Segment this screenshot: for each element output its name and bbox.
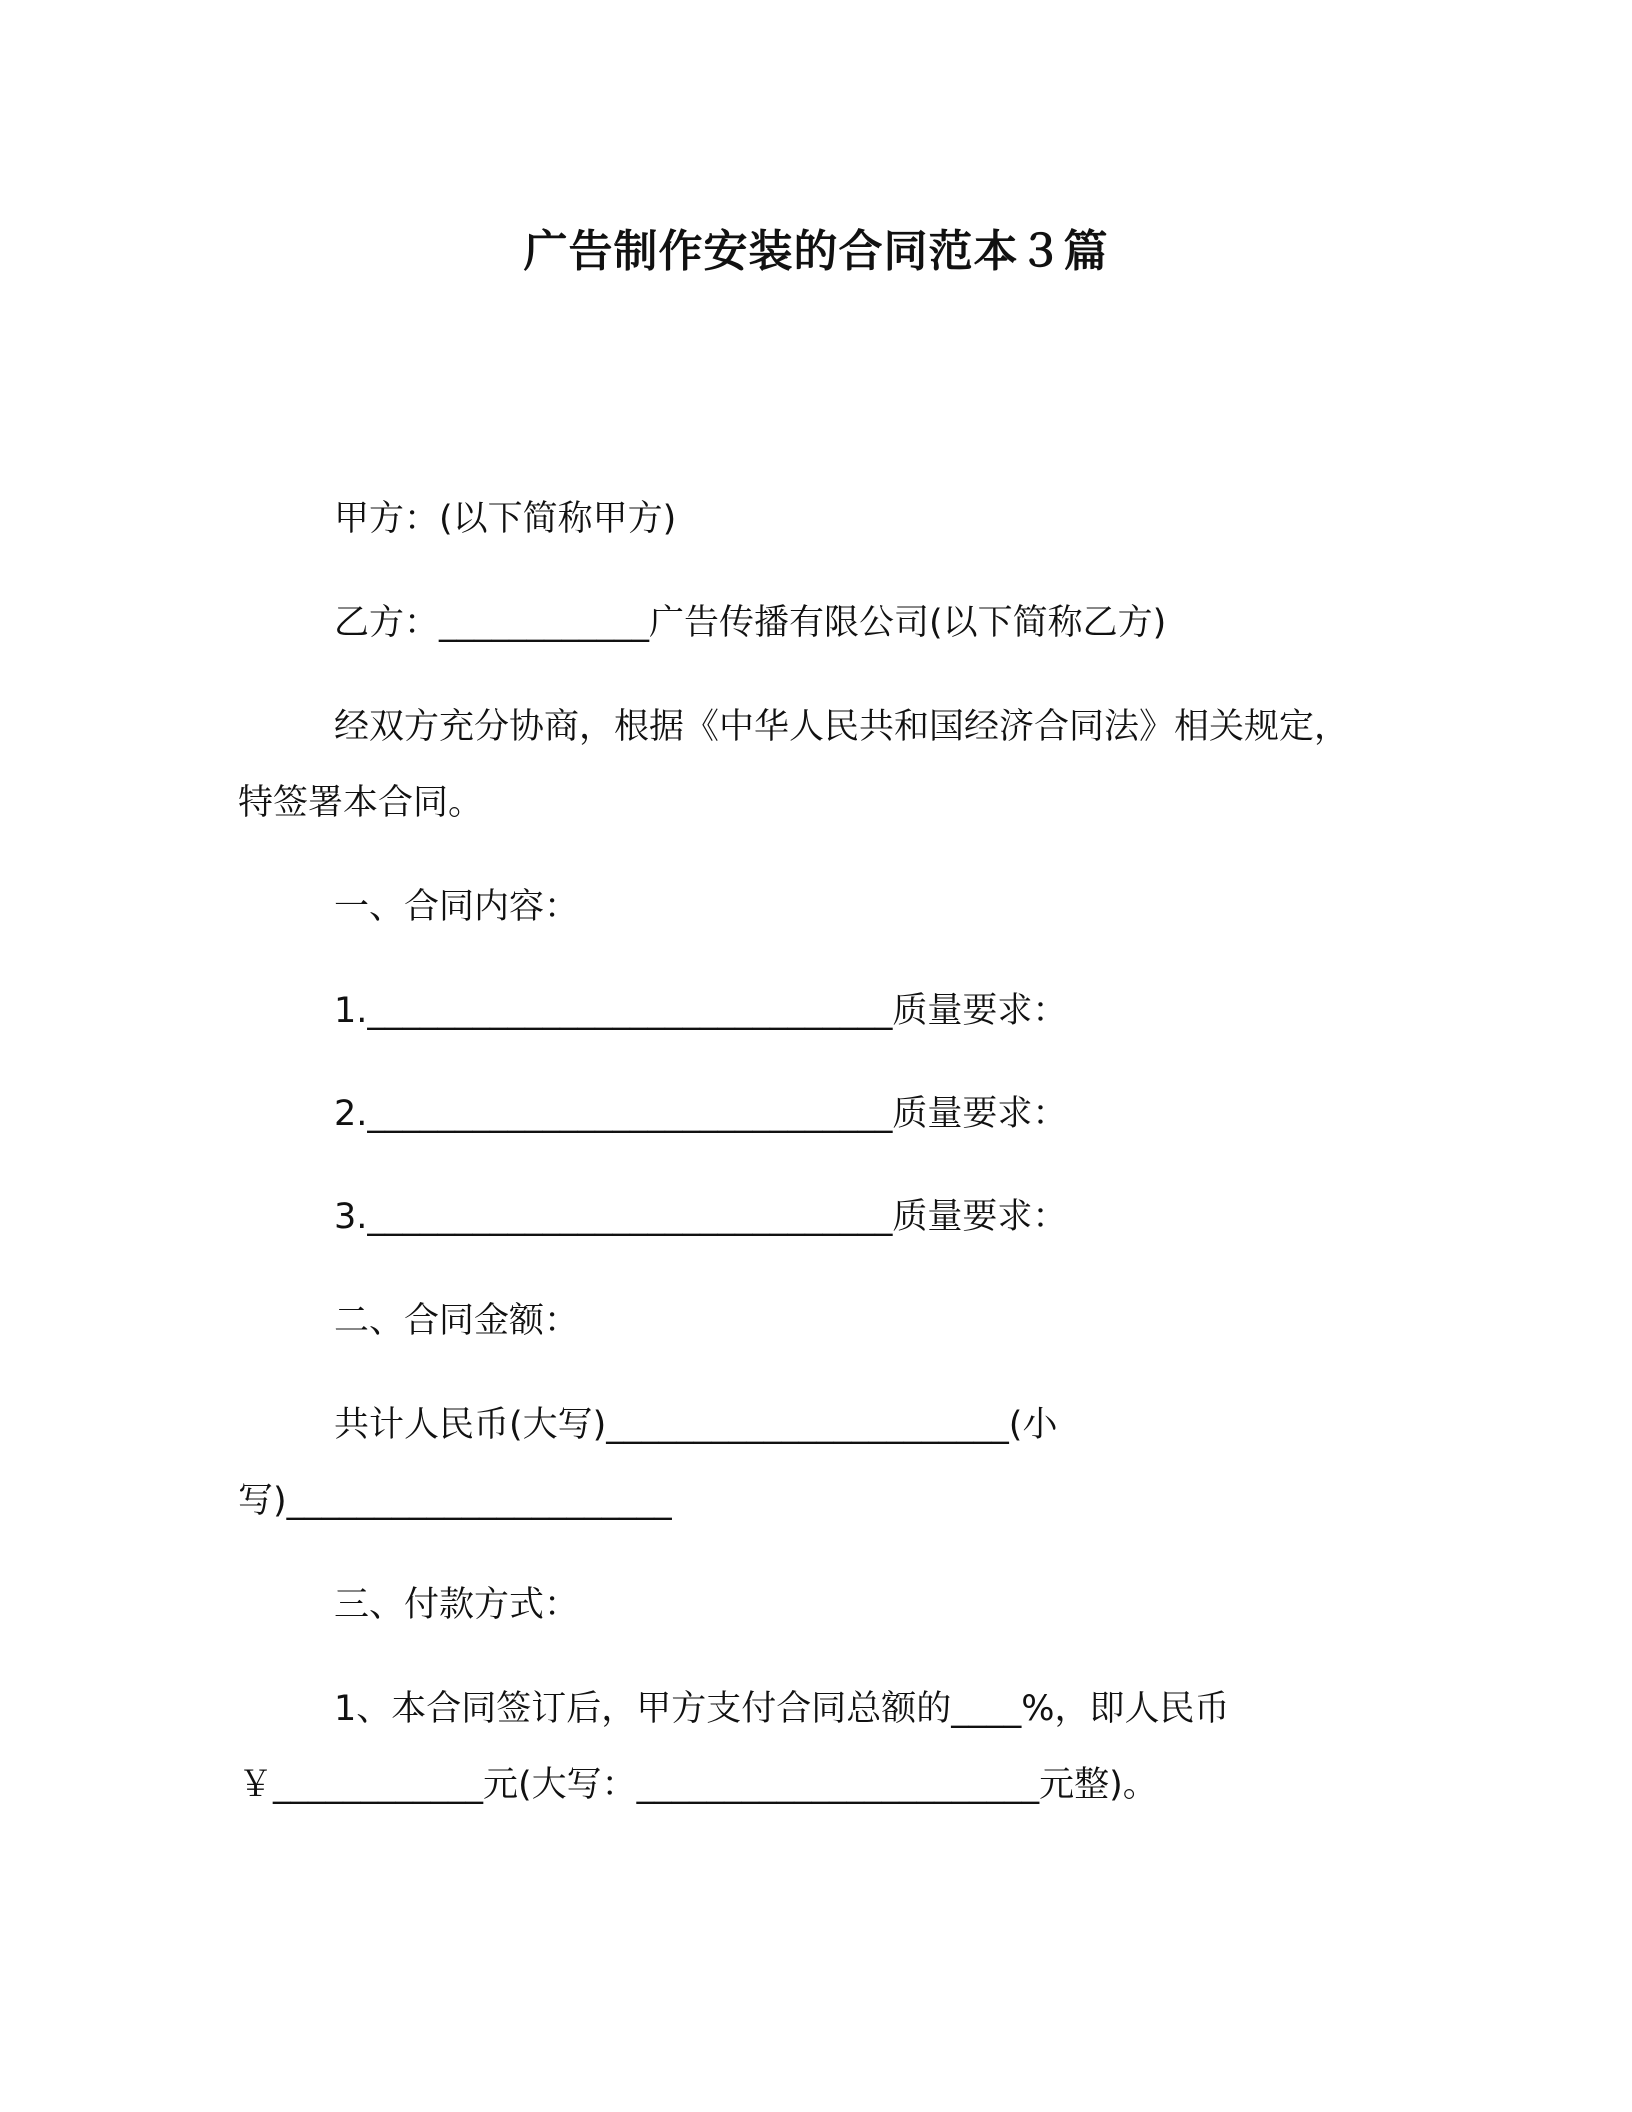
section-1-heading: 一、合同内容： [334,887,580,927]
payment-item-1-line-2: ￥____________元(大写：_______________________元整)。 [238,1765,1158,1805]
content-item-2: 2.______________________________质量要求： [334,1094,1068,1134]
section-3-heading: 三、付款方式： [334,1585,580,1625]
party-a-line: 甲方：(以下简称甲方) [334,499,677,539]
preamble-line-1: 经双方充分协商，根据《中华人民共和国经济合同法》相关规定， [334,707,1350,747]
party-b-line: 乙方：____________广告传播有限公司(以下简称乙方) [334,603,1167,643]
amount-line-2: 写)______________________ [238,1481,672,1521]
content-item-1: 1.______________________________质量要求： [334,991,1068,1031]
content-item-3: 3.______________________________质量要求： [334,1197,1068,1237]
document-title: 广告制作安装的合同范本３篇 [523,226,1109,277]
preamble-line-2: 特签署本合同。 [238,783,484,823]
amount-line-1: 共计人民币(大写)_______________________(小 [334,1405,1058,1445]
section-2-heading: 二、合同金额： [334,1301,580,1341]
payment-item-1-line-1: 1、本合同签订后，甲方支付合同总额的____%，即人民币 [334,1689,1230,1729]
